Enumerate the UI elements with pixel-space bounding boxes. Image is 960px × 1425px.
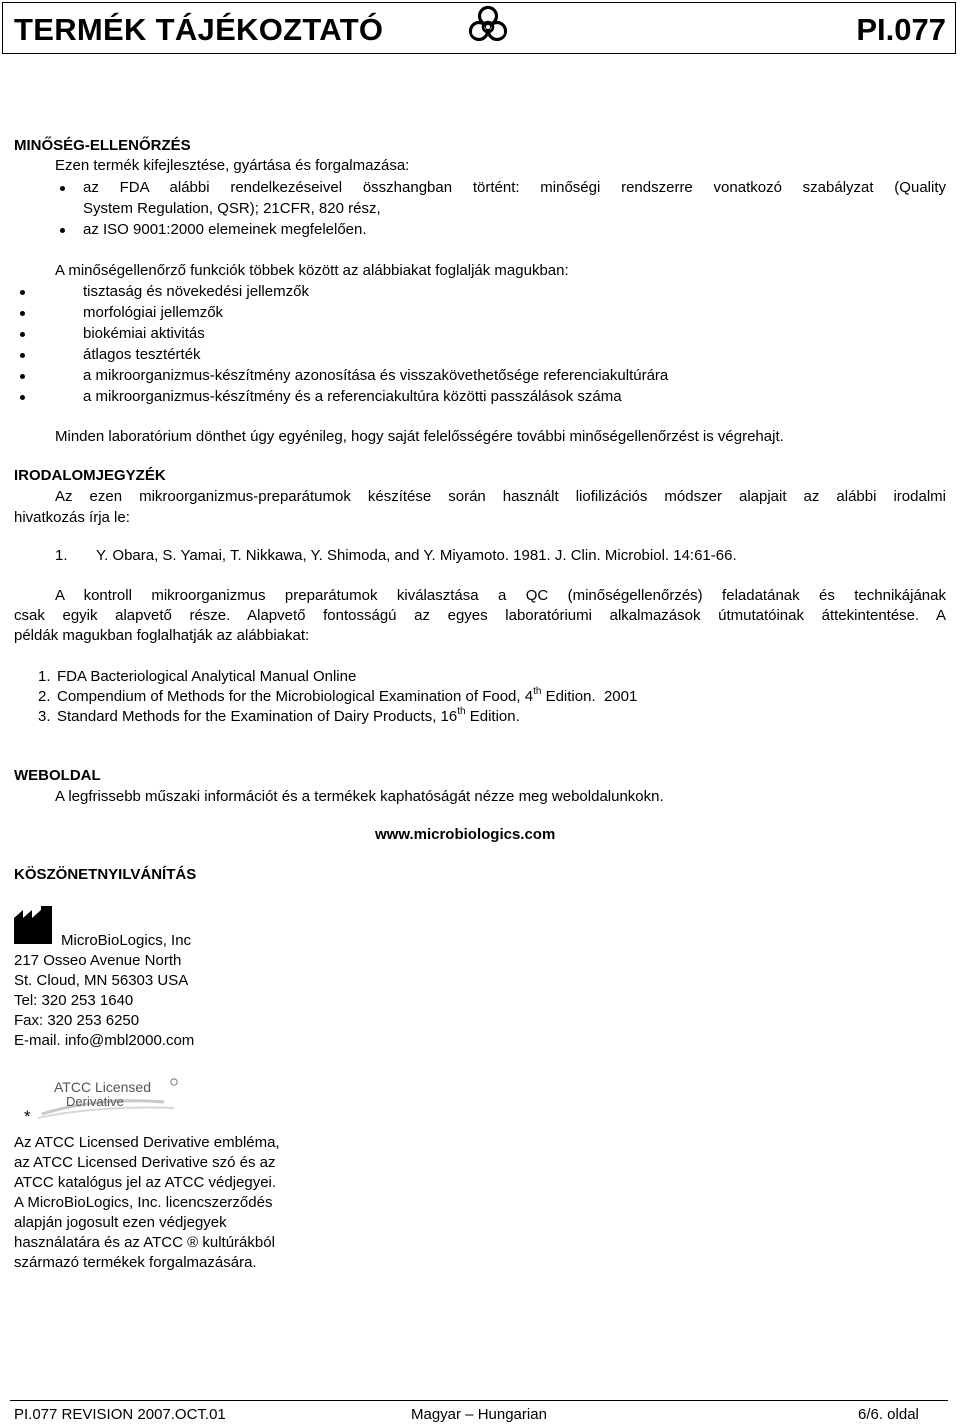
fax: Fax: 320 253 6250 [14,1012,140,1029]
function-item: biokémiai aktivitás [83,325,205,342]
biohazard-icon [466,4,510,48]
atcc-text-line: Az ATCC Licensed Derivative embléma, [14,1134,280,1151]
bullet [20,395,25,400]
ack-heading: KÖSZÖNETNYILVÁNÍTÁS [14,866,197,883]
bullet [60,228,65,233]
document-code: PI.077 [856,12,946,47]
function-item: átlagos tesztérték [83,346,201,363]
quality-closing: Minden laboratórium dönthet úgy egyénileg, hogy saját felelősségére további minőségellenőrzést is végrehajt. [55,428,784,445]
bullet [20,311,25,316]
references-paragraph: A kontroll mikroorganizmus preparátumok kiválasztása a QC (minőségellenőrzés) feladatának és technikájának [55,587,946,604]
references-intro-cont: hivatkozás írja le: [14,509,130,526]
phone: Tel: 320 253 1640 [14,992,134,1009]
manual-edition: Edition. [465,708,520,725]
document-title: TERMÉK TÁJÉKOZTATÓ [14,12,384,47]
atcc-logo-line2: Derivative [66,1094,124,1109]
website-heading: WEBOLDAL [14,767,101,784]
manual-edition: Edition. 2001 [541,688,638,705]
company-name: MicroBioLogics, Inc [61,932,192,949]
function-item: a mikroorganizmus-készítmény és a referenciakultúra közötti passzálások száma [83,388,622,405]
compliance-item-2: az ISO 9001:2000 elemeinek megfelelően. [83,221,367,238]
asterisk: * [24,1107,31,1126]
address-line-1: 217 Osseo Avenue North [14,952,182,969]
manufacturer-factory-icon [14,906,54,944]
atcc-text-line: az ATCC Licensed Derivative szó és az [14,1154,276,1171]
manual-title: FDA Bacteriological Analytical Manual Online [57,668,357,685]
citation-number: 1. [55,547,68,564]
function-item: a mikroorganizmus-készítmény azonosítása és visszakövethetősége referenciakultúrára [83,367,669,384]
manual-title: Standard Methods for the Examination of Dairy Products, 16 [57,708,458,725]
manual-number: 2. [38,688,51,705]
manual-number: 1. [38,668,51,685]
bullet [60,186,65,191]
atcc-logo [34,1068,180,1120]
manual-title: Compendium of Methods for the Microbiological Examination of Food, 4 [57,688,534,705]
footer-revision: PI.077 REVISION 2007.OCT.01 [14,1406,226,1423]
email: E-mail. info@mbl2000.com [14,1032,195,1049]
bullet [20,374,25,379]
website-link[interactable]: www.microbiologics.com [375,826,556,843]
function-item: tisztaság és növekedési jellemzők [83,283,309,300]
manual-item [57,687,637,707]
bullet [20,290,25,295]
citation: Y. Obara, S. Yamai, T. Nikkawa, Y. Shimoda, and Y. Miyamoto. 1981. J. Clin. Microbiol. 14:61-66. [96,547,737,564]
quality-intro: Ezen termék kifejlesztése, gyártása és forgalmazása: [55,157,410,174]
manual-number: 3. [38,708,51,725]
references-heading: IRODALOMJEGYZÉK [14,467,166,484]
footer-page: 6/6. oldal [858,1406,919,1423]
references-intro: Az ezen mikroorganizmus-preparátumok készítése során használt liofilizációs módszer alapjait az alábbi irodalmi [55,488,946,505]
bullet [20,353,25,358]
compliance-item-1-cont: System Regulation, QSR); 21CFR, 820 rész, [83,200,381,217]
footer-language: Magyar – Hungarian [411,1406,547,1423]
atcc-text-line: A MicroBioLogics, Inc. licencszerződés [14,1194,273,1211]
references-paragraph-end: példák magukban foglalhatják az alábbiakat: [14,627,310,644]
compliance-item-1: az FDA alábbi rendelkezéseivel összhangban történt: minőségi rendszerre vonatkozó szabályzat (Quality [83,179,946,196]
footer-divider [10,1400,948,1401]
atcc-text-line: ATCC katalógus jel az ATCC védjegyei. [14,1174,277,1191]
quality-heading: MINŐSÉG-ELLENŐRZÉS [14,137,191,154]
address-line-2: St. Cloud, MN 56303 USA [14,972,189,989]
functions-intro: A minőségellenőrző funkciók többek között az alábbiakat foglalják magukban: [55,262,569,279]
manual-ordinal: th [533,686,542,697]
website-text: A legfrissebb műszaki információt és a termékek kaphatóságát nézze meg weboldalunkokn. [55,788,664,805]
function-item: morfológiai jellemzők [83,304,224,321]
atcc-text-line: alapján jogosult ezen védjegyek [14,1214,227,1231]
atcc-text-line: használatára és az ATCC ® kultúrákból [14,1234,275,1251]
atcc-text-line: származó termékek forgalmazására. [14,1254,257,1271]
manual-item [57,667,356,687]
manual-item [57,707,520,727]
manual-ordinal: th [457,706,466,717]
atcc-logo-line1: ATCC Licensed [54,1079,152,1095]
references-paragraph-cont: csak egyik alapvető része. Alapvető fontosságú az egyes laboratóriumi alkalmazások útmutatóinak áttekintentése. A [14,607,946,624]
bullet [20,332,25,337]
